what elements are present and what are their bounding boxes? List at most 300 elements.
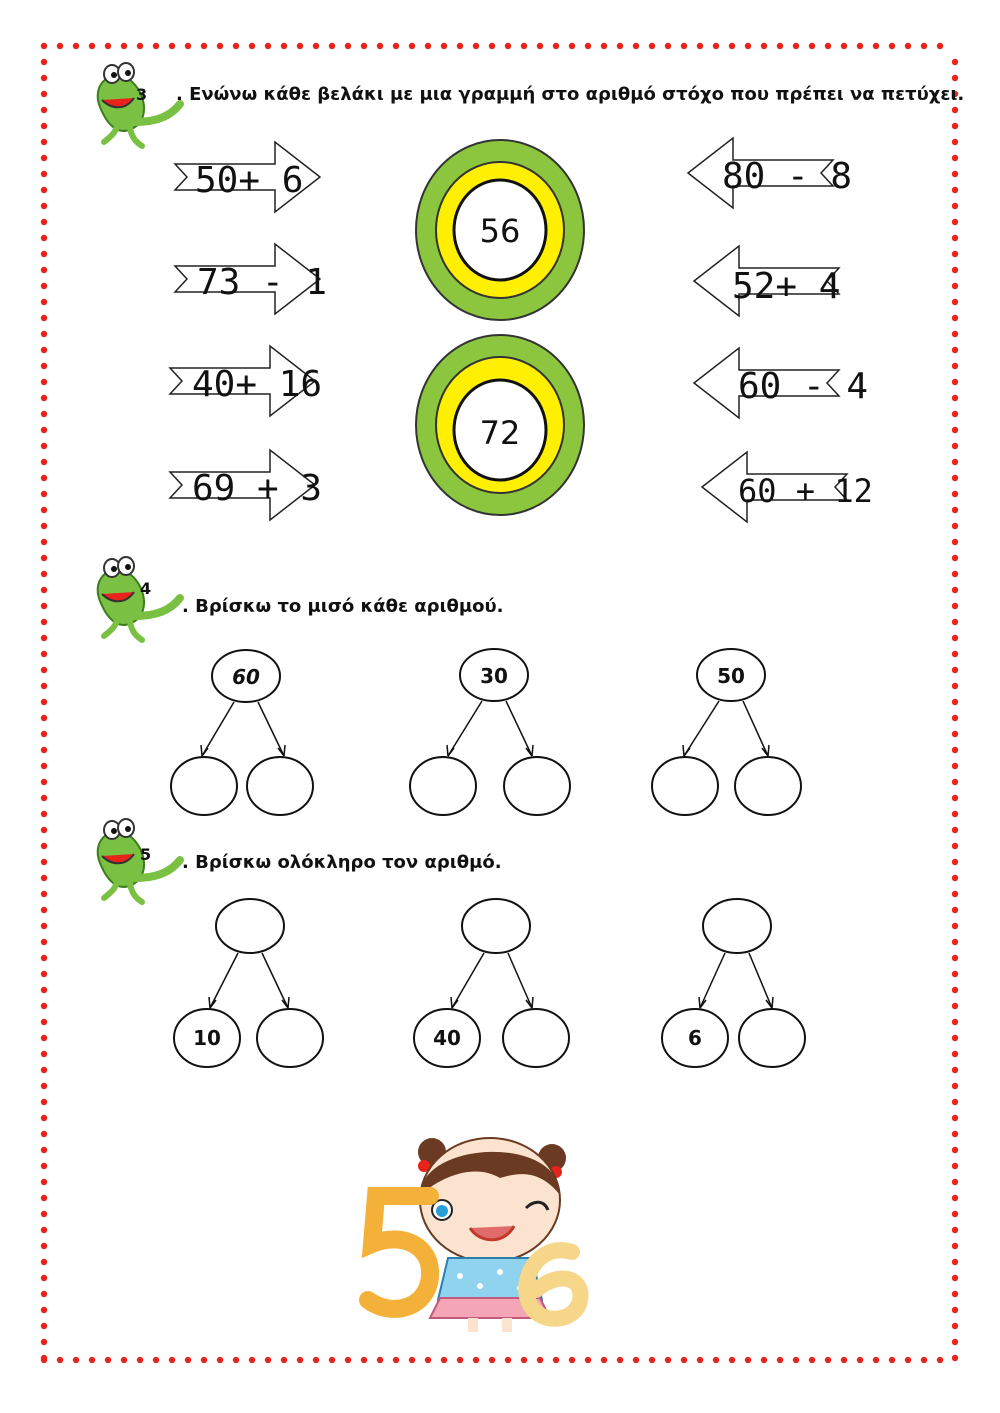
border-dot [825, 1357, 831, 1363]
border-dot [41, 1243, 47, 1249]
border-dot [952, 1099, 958, 1105]
border-dot [137, 43, 143, 49]
border-dot [41, 299, 47, 305]
border-dot [41, 1211, 47, 1217]
border-dot [41, 1131, 47, 1137]
border-dot [41, 651, 47, 657]
border-dot [57, 43, 63, 49]
border-dot [952, 539, 958, 545]
whole-number: 30 [480, 664, 508, 688]
border-dot [952, 475, 958, 481]
left-arrow[interactable] [175, 142, 320, 212]
border-dot [952, 1115, 958, 1121]
border-dot [41, 331, 47, 337]
border-dot [952, 219, 958, 225]
border-dot [761, 1357, 767, 1363]
border-dot [41, 459, 47, 465]
border-dot [952, 491, 958, 497]
border-dot [153, 43, 159, 49]
border-dot [952, 411, 958, 417]
border-dot [952, 1323, 958, 1329]
answer-circle[interactable] [735, 757, 801, 815]
border-dot [921, 43, 927, 49]
border-dot [41, 683, 47, 689]
border-dot [41, 475, 47, 481]
border-dot [41, 1115, 47, 1121]
answer-circle[interactable] [410, 757, 476, 815]
border-dot [889, 43, 895, 49]
border-dot [297, 1357, 303, 1363]
border-dot [505, 1357, 511, 1363]
border-dot [952, 891, 958, 897]
border-dot [41, 315, 47, 321]
border-dot [952, 1051, 958, 1057]
answer-circle[interactable] [504, 757, 570, 815]
border-dot [41, 1355, 47, 1361]
border-dot [569, 43, 575, 49]
border-dot [952, 667, 958, 673]
answer-circle[interactable] [739, 1009, 805, 1067]
border-dot [952, 955, 958, 961]
arrow-expression: 52+ 4 [732, 266, 841, 307]
border-dot [281, 1357, 287, 1363]
border-dot [745, 43, 751, 49]
border-dot [41, 827, 47, 833]
border-dot [952, 715, 958, 721]
border-dot [201, 43, 207, 49]
border-dot [41, 859, 47, 865]
border-dot [952, 923, 958, 929]
whole-number: 50 [717, 664, 745, 688]
border-dot [952, 603, 958, 609]
girl-holding-numbers-illustration [362, 1122, 592, 1337]
whole-tree [174, 899, 323, 1067]
answer-circle[interactable] [171, 757, 237, 815]
border-dot [41, 443, 47, 449]
border-dot [952, 619, 958, 625]
border-dot [952, 939, 958, 945]
border-dot [601, 1357, 607, 1363]
border-dot [41, 795, 47, 801]
border-dot [777, 43, 783, 49]
exercise-5 [98, 819, 805, 1067]
border-dot [665, 1357, 671, 1363]
border-dot [952, 379, 958, 385]
border-dot [697, 43, 703, 49]
border-dot [793, 43, 799, 49]
arrow-expression: 80 - 8 [722, 156, 853, 197]
border-dot [952, 859, 958, 865]
border-dot [89, 1357, 95, 1363]
left-arrow[interactable] [175, 244, 327, 314]
border-dot [41, 619, 47, 625]
border-dot [41, 1339, 47, 1345]
border-dot [41, 955, 47, 961]
exercise-instruction: . Βρίσκω ολόκληρο τον αριθμό. [182, 852, 502, 873]
border-dot [457, 43, 463, 49]
target-72[interactable] [416, 335, 584, 515]
border-dot [952, 1275, 958, 1281]
border-dot [952, 555, 958, 561]
frog-mascot-icon [98, 63, 180, 146]
border-dot [393, 1357, 399, 1363]
part-number: 10 [193, 1026, 221, 1050]
border-dot [41, 187, 47, 193]
border-dot [952, 283, 958, 289]
border-dot [952, 795, 958, 801]
answer-circle[interactable] [257, 1009, 323, 1067]
border-dot [809, 1357, 815, 1363]
border-dot [952, 843, 958, 849]
border-dot [41, 939, 47, 945]
border-dot [441, 1357, 447, 1363]
part-number: 40 [433, 1026, 461, 1050]
border-dot [217, 1357, 223, 1363]
border-dot [41, 1019, 47, 1025]
border-dot [601, 43, 607, 49]
whole-number: 60 [232, 665, 260, 689]
border-dot [952, 1083, 958, 1089]
left-arrow[interactable] [170, 450, 322, 520]
border-dot [585, 1357, 591, 1363]
border-dot [952, 827, 958, 833]
border-dot [952, 203, 958, 209]
arrow-expression: 73 - 1 [197, 262, 328, 303]
border-dot [952, 1355, 958, 1361]
border-dot [361, 1357, 367, 1363]
border-dot [233, 43, 239, 49]
border-dot [41, 283, 47, 289]
target-number: 72 [479, 414, 521, 452]
border-dot [952, 123, 958, 129]
border-dot [952, 1307, 958, 1313]
arrow-expression: 50+ 6 [195, 160, 304, 201]
border-dot [937, 43, 943, 49]
answer-circle[interactable] [462, 899, 530, 953]
border-dot [89, 43, 95, 49]
border-dot [505, 43, 511, 49]
border-dot [952, 315, 958, 321]
border-dot [377, 1357, 383, 1363]
border-dot [41, 267, 47, 273]
exercise-instruction: . Βρίσκω το μισό κάθε αριθμού. [182, 596, 504, 617]
border-dot [409, 1357, 415, 1363]
border-dot [41, 91, 47, 97]
border-dot [825, 43, 831, 49]
border-dot [921, 1357, 927, 1363]
border-dot [169, 1357, 175, 1363]
border-dot [41, 107, 47, 113]
border-dot [41, 507, 47, 513]
border-dot [952, 139, 958, 145]
border-dot [952, 971, 958, 977]
arrow-expression: 60 + 12 [738, 472, 873, 510]
border-dot [952, 779, 958, 785]
border-dot [41, 731, 47, 737]
border-dot [649, 1357, 655, 1363]
border-dot [41, 75, 47, 81]
border-dot [377, 43, 383, 49]
border-dot [905, 1357, 911, 1363]
border-dot [41, 411, 47, 417]
border-dot [233, 1357, 239, 1363]
border-dot [697, 1357, 703, 1363]
border-dot [952, 1243, 958, 1249]
border-dot [713, 1357, 719, 1363]
border-dot [873, 43, 879, 49]
border-dot [265, 1357, 271, 1363]
border-dot [952, 1291, 958, 1297]
border-dot [217, 43, 223, 49]
border-dot [313, 43, 319, 49]
border-dot [169, 43, 175, 49]
border-dot [201, 1357, 207, 1363]
border-dot [41, 1323, 47, 1329]
border-dot [761, 43, 767, 49]
border-dot [952, 987, 958, 993]
border-dot [952, 875, 958, 881]
left-arrow[interactable] [170, 346, 322, 416]
border-dot [952, 507, 958, 513]
border-dot [41, 811, 47, 817]
border-dot [41, 59, 47, 65]
border-dot [952, 299, 958, 305]
border-dot [185, 43, 191, 49]
border-dot [777, 1357, 783, 1363]
border-dot [585, 43, 591, 49]
border-dot [41, 427, 47, 433]
border-dot [952, 747, 958, 753]
border-dot [313, 1357, 319, 1363]
border-dot [537, 43, 543, 49]
border-dot [952, 171, 958, 177]
exercise-number: 4 [140, 579, 152, 598]
border-dot [841, 1357, 847, 1363]
border-dot [952, 331, 958, 337]
border-dot [361, 43, 367, 49]
border-dot [457, 1357, 463, 1363]
answer-circle[interactable] [652, 757, 718, 815]
border-dot [41, 571, 47, 577]
arrow-expression: 60 - 4 [738, 366, 869, 407]
border-dot [41, 555, 47, 561]
target-number: 56 [479, 212, 521, 250]
border-dot [41, 219, 47, 225]
border-dot [952, 1179, 958, 1185]
border-dot [41, 491, 47, 497]
border-dot [952, 1211, 958, 1217]
border-dot [73, 1357, 79, 1363]
border-dot [41, 1147, 47, 1153]
border-dot [41, 1099, 47, 1105]
border-dot [41, 1291, 47, 1297]
border-dot [617, 1357, 623, 1363]
answer-circle[interactable] [216, 899, 284, 953]
border-dot [41, 715, 47, 721]
border-dot [41, 763, 47, 769]
target-56[interactable] [416, 140, 584, 320]
arrow-expression: 40+ 16 [192, 364, 323, 405]
right-arrow[interactable] [694, 246, 840, 316]
border-dot [952, 1003, 958, 1009]
border-dot [41, 1035, 47, 1041]
border-dot [681, 43, 687, 49]
border-dot [952, 251, 958, 257]
border-dot [952, 1131, 958, 1137]
border-dot [41, 43, 47, 49]
frog-mascot-icon [98, 557, 180, 640]
whole-tree [414, 899, 569, 1067]
border-dot [249, 43, 255, 49]
border-dot [153, 1357, 159, 1363]
border-dot [617, 43, 623, 49]
border-dot [41, 347, 47, 353]
border-dot [521, 1357, 527, 1363]
border-dot [41, 251, 47, 257]
border-dot [41, 1179, 47, 1185]
border-dot [857, 1357, 863, 1363]
half-tree [652, 649, 801, 815]
border-dot [665, 43, 671, 49]
border-dot [57, 1357, 63, 1363]
border-dot [41, 875, 47, 881]
border-dot [425, 43, 431, 49]
border-dot [41, 123, 47, 129]
border-dot [297, 43, 303, 49]
border-dot [41, 395, 47, 401]
border-dot [952, 1147, 958, 1153]
border-dot [952, 59, 958, 65]
exercise-number: 3 [136, 85, 148, 104]
border-dot [681, 1357, 687, 1363]
border-dot [633, 43, 639, 49]
border-dot [329, 43, 335, 49]
border-dot [952, 155, 958, 161]
right-arrow[interactable] [688, 138, 852, 208]
border-dot [952, 363, 958, 369]
border-dot [41, 139, 47, 145]
border-dot [905, 43, 911, 49]
border-dot [41, 1259, 47, 1265]
border-dot [41, 1067, 47, 1073]
border-dot [41, 379, 47, 385]
border-dot [952, 699, 958, 705]
border-dot [952, 459, 958, 465]
border-dot [873, 1357, 879, 1363]
border-dot [952, 267, 958, 273]
border-dot [41, 1003, 47, 1009]
border-dot [952, 763, 958, 769]
border-dot [41, 1163, 47, 1169]
part-number: 6 [688, 1026, 702, 1050]
border-dot [441, 43, 447, 49]
border-dot [952, 107, 958, 113]
border-dot [952, 443, 958, 449]
border-dot [952, 1035, 958, 1041]
border-dot [952, 395, 958, 401]
answer-circle[interactable] [503, 1009, 569, 1067]
border-dot [345, 43, 351, 49]
border-dot [41, 1051, 47, 1057]
border-dot [952, 1067, 958, 1073]
border-dot [41, 1195, 47, 1201]
border-dot [713, 43, 719, 49]
border-dot [41, 363, 47, 369]
border-dot [952, 1259, 958, 1265]
border-dot [41, 587, 47, 593]
right-arrow[interactable] [694, 348, 868, 418]
border-dot [952, 1163, 958, 1169]
border-dot [809, 43, 815, 49]
whole-tree [662, 899, 805, 1067]
border-dot [553, 1357, 559, 1363]
border-dot [41, 747, 47, 753]
border-dot [121, 43, 127, 49]
border-dot [41, 539, 47, 545]
border-dot [952, 571, 958, 577]
border-dot [41, 923, 47, 929]
border-dot [857, 43, 863, 49]
border-dot [952, 523, 958, 529]
border-dot [952, 683, 958, 689]
border-dot [41, 971, 47, 977]
border-dot [105, 43, 111, 49]
border-dot [952, 187, 958, 193]
border-dot [41, 843, 47, 849]
border-dot [393, 43, 399, 49]
border-dot [952, 1339, 958, 1345]
border-dot [729, 1357, 735, 1363]
border-dot [649, 43, 655, 49]
border-dot [569, 1357, 575, 1363]
border-dot [41, 699, 47, 705]
border-dot [329, 1357, 335, 1363]
border-dot [952, 651, 958, 657]
border-dot [537, 1357, 543, 1363]
answer-circle[interactable] [247, 757, 313, 815]
border-dot [521, 43, 527, 49]
right-arrow[interactable] [702, 452, 873, 522]
border-dot [41, 1227, 47, 1233]
border-dot [841, 43, 847, 49]
border-dot [41, 155, 47, 161]
border-dot [952, 75, 958, 81]
border-dot [952, 347, 958, 353]
border-dot [952, 811, 958, 817]
border-dot [281, 43, 287, 49]
border-dot [409, 43, 415, 49]
border-dot [265, 43, 271, 49]
border-dot [952, 235, 958, 241]
border-dot [937, 1357, 943, 1363]
answer-circle[interactable] [703, 899, 771, 953]
border-dot [121, 1357, 127, 1363]
border-dot [889, 1357, 895, 1363]
border-dot [41, 603, 47, 609]
border-dot [41, 171, 47, 177]
border-dot [105, 1357, 111, 1363]
border-dot [473, 43, 479, 49]
arrow-expression: 69 + 3 [192, 468, 323, 509]
border-dot [41, 987, 47, 993]
border-dot [41, 1307, 47, 1313]
border-dot [952, 1195, 958, 1201]
border-dot [952, 635, 958, 641]
border-dot [41, 235, 47, 241]
border-dot [137, 1357, 143, 1363]
border-dot [793, 1357, 799, 1363]
border-dot [41, 523, 47, 529]
